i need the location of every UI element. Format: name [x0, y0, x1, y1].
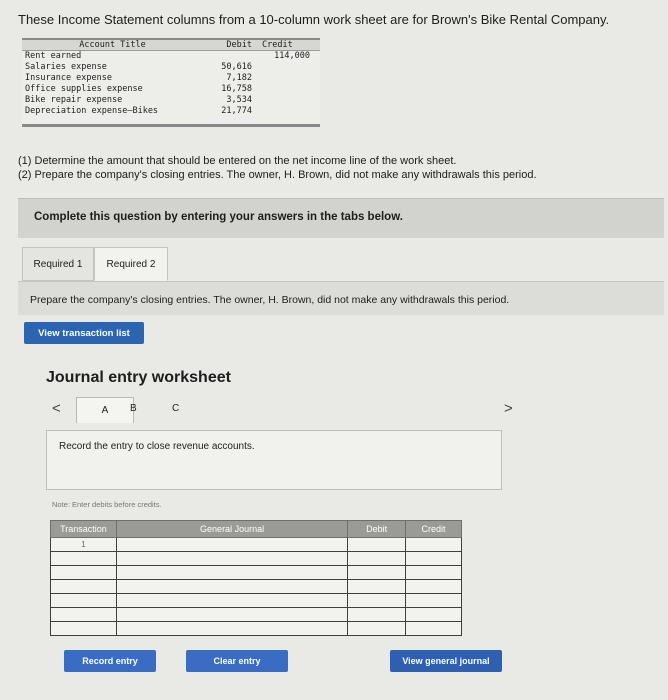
col-debit: Debit	[348, 521, 406, 538]
record-entry-button[interactable]: Record entry	[64, 650, 156, 672]
complete-banner-text: Complete this question by entering your answers in the tabs below.	[34, 211, 403, 223]
table-row	[51, 594, 462, 608]
question-2: (2) Prepare the company's closing entries. The owner, H. Brown, did not make any withdrawals this period.	[18, 169, 537, 181]
ws-title: Office supplies expense	[25, 84, 143, 94]
ws-title: Bike repair expense	[25, 95, 123, 105]
ws-footer-rule	[22, 117, 320, 127]
ws-credit	[256, 62, 316, 73]
journal-header-row	[51, 521, 462, 538]
ws-debit	[200, 51, 256, 62]
required-tabs	[22, 247, 168, 281]
col-general-journal: General Journal	[116, 521, 347, 538]
debit-cell[interactable]	[348, 580, 406, 594]
account-cell[interactable]	[116, 580, 347, 594]
ws-debit: 16,758	[221, 84, 252, 94]
view-transaction-list-button[interactable]: View transaction list	[24, 322, 144, 344]
ws-header-credit: Credit	[262, 40, 293, 50]
ws-debit: 21,774	[221, 106, 252, 116]
credit-cell[interactable]	[406, 622, 462, 636]
transaction-cell	[51, 552, 117, 566]
ws-header-title: Account Title	[79, 40, 146, 50]
table-row	[51, 580, 462, 594]
entry-instruction-box	[46, 430, 502, 490]
ws-credit	[256, 95, 316, 106]
debit-cell[interactable]	[348, 594, 406, 608]
transaction-cell	[51, 622, 117, 636]
credit-cell[interactable]	[406, 608, 462, 622]
table-row	[51, 622, 462, 636]
view-general-journal-button[interactable]: View general journal	[390, 650, 502, 672]
account-cell[interactable]	[116, 538, 347, 552]
ws-credit	[256, 106, 316, 117]
tab-instruction-text: Prepare the company's closing entries. The owner, H. Brown, did not make any withdrawals this period.	[30, 294, 510, 306]
ws-credit	[256, 73, 316, 84]
transaction-cell: 1	[51, 538, 117, 552]
table-row	[51, 552, 462, 566]
debit-cell[interactable]	[348, 538, 406, 552]
ws-title: Depreciation expense—Bikes	[25, 106, 159, 116]
intro-text: These Income Statement columns from a 10-column work sheet are for Brown's Bike Rental Company.	[18, 12, 610, 27]
table-row	[51, 538, 462, 552]
journal-title: Journal entry worksheet	[46, 369, 231, 386]
transaction-cell	[51, 608, 117, 622]
ws-title: Insurance expense	[25, 73, 112, 83]
ws-credit	[256, 84, 316, 95]
ws-row	[22, 95, 320, 106]
ws-debit: 50,616	[221, 62, 252, 72]
account-cell[interactable]	[116, 566, 347, 580]
debit-cell[interactable]	[348, 608, 406, 622]
table-row	[51, 566, 462, 580]
debit-cell[interactable]	[348, 622, 406, 636]
ws-row	[22, 73, 320, 84]
entry-tab-b[interactable]: B	[130, 403, 137, 414]
tab-instruction-panel	[18, 281, 664, 315]
ws-row	[22, 51, 320, 62]
credit-cell[interactable]	[406, 538, 462, 552]
credit-cell[interactable]	[406, 594, 462, 608]
account-cell[interactable]	[116, 594, 347, 608]
transaction-cell	[51, 594, 117, 608]
account-cell[interactable]	[116, 622, 347, 636]
tab-required-1[interactable]: Required 1	[22, 247, 94, 281]
account-cell[interactable]	[116, 608, 347, 622]
complete-banner	[18, 198, 664, 238]
worksheet-header	[22, 40, 320, 51]
entry-tab-c[interactable]: C	[172, 403, 180, 414]
account-cell[interactable]	[116, 552, 347, 566]
col-credit: Credit	[406, 521, 462, 538]
transaction-cell	[51, 566, 117, 580]
chevron-left-icon[interactable]: <	[52, 400, 61, 417]
entry-tab-a[interactable]: A	[76, 397, 134, 423]
worksheet-table	[22, 38, 320, 127]
ws-header-debit: Debit	[226, 40, 252, 50]
tab-required-2[interactable]: Required 2	[94, 247, 168, 281]
chevron-right-icon[interactable]: >	[504, 400, 513, 417]
ws-row	[22, 106, 320, 117]
debit-cell[interactable]	[348, 566, 406, 580]
debit-cell[interactable]	[348, 552, 406, 566]
ws-title: Salaries expense	[25, 62, 107, 72]
credit-cell[interactable]	[406, 566, 462, 580]
question-1: (1) Determine the amount that should be entered on the net income line of the work sheet.	[18, 155, 457, 167]
clear-entry-button[interactable]: Clear entry	[186, 650, 288, 672]
entry-instruction-text: Record the entry to close revenue accounts.	[59, 441, 255, 452]
journal-table	[50, 520, 462, 636]
col-transaction: Transaction	[51, 521, 117, 538]
ws-credit: 114,000	[274, 51, 310, 61]
credit-cell[interactable]	[406, 580, 462, 594]
ws-debit: 7,182	[226, 73, 252, 83]
credit-cell[interactable]	[406, 552, 462, 566]
question-block	[18, 154, 537, 182]
note-text: Note: Enter debits before credits.	[52, 500, 162, 509]
ws-row	[22, 62, 320, 73]
journal-nav	[46, 397, 516, 423]
transaction-cell	[51, 580, 117, 594]
ws-title: Rent earned	[25, 51, 82, 61]
table-row	[51, 608, 462, 622]
ws-row	[22, 84, 320, 95]
ws-debit: 3,534	[226, 95, 252, 105]
